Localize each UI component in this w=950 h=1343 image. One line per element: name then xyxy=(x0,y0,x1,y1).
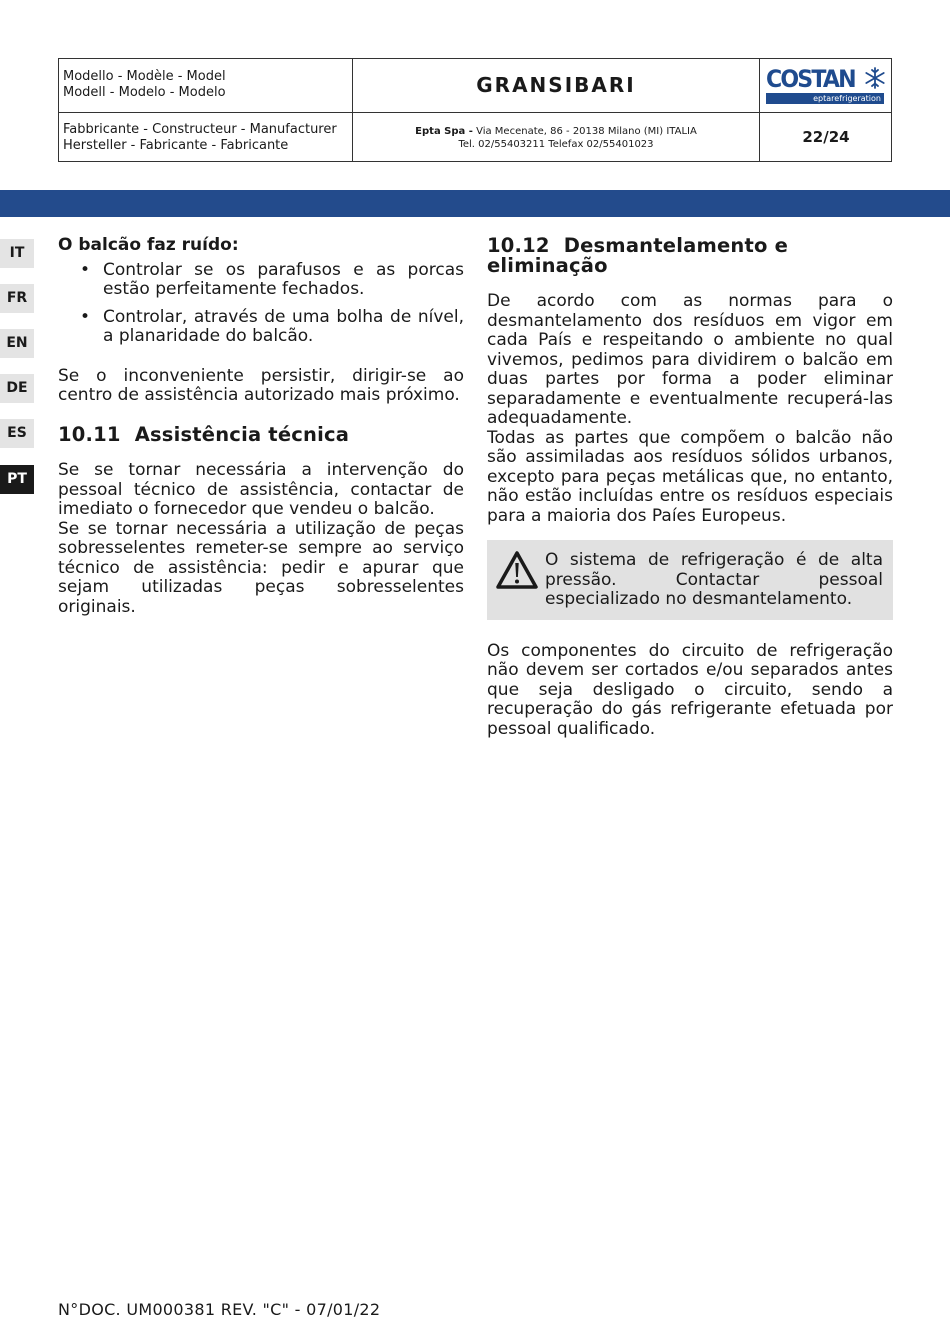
document-reference: N°DOC. UM000381 REV. "C" - 07/01/22 xyxy=(58,1300,381,1319)
section-title-10-11: 10.11 Assistência técnica xyxy=(58,422,350,446)
disposal-paragraph-2: Todas as partes que compõem o balcão não são assimiladas aos resíduos sólidos urbanos, excepto para peças metálicas que, no entanto, não estão incluídas entre os resíduos especiais para a maioria dos Paíes Europeus. xyxy=(487,427,893,526)
snowflake-icon xyxy=(864,67,886,89)
warning-text: O sistema de refrigeração é de alta pressão. Contactar pessoal especializado no desmantelamento. xyxy=(545,550,883,609)
lang-tab-pt[interactable]: PT xyxy=(0,465,34,494)
logo-tagline: eptarefrigeration xyxy=(766,93,884,104)
left-column xyxy=(58,236,464,617)
lang-tab-it[interactable]: IT xyxy=(0,239,34,268)
list-item: • Controlar, através de uma bolha de nível, a planaridade do balcão. xyxy=(103,308,464,347)
page-number: 22/24 xyxy=(802,128,850,146)
company-info xyxy=(353,125,759,151)
logo-wordmark: COSTAN xyxy=(766,65,855,93)
warning-icon xyxy=(495,550,539,590)
header-table xyxy=(58,58,892,162)
manufacturer-label: Fabbricante - Constructeur - Manufacturer Hersteller - Fabricante - Fabricante xyxy=(63,122,337,153)
model-name: GRANSIBARI xyxy=(476,73,636,97)
lang-tab-en[interactable]: EN xyxy=(0,329,34,358)
noise-checklist xyxy=(58,261,464,347)
noise-heading: O balcão faz ruído: xyxy=(58,235,239,255)
company-name: Epta Spa - xyxy=(415,126,473,137)
model-label: Modello - Modèle - Model Modell - Modelo - Modelo xyxy=(63,69,226,100)
header-band xyxy=(0,190,950,217)
disposal-paragraph-1: De acordo com as normas para o desmantelamento dos resíduos em vigor em cada País e respeitando o ambiente no qual vivemos, pedimos para dividirem o balcão em duas partes por forma a poder eliminar separadamente e eventualmente recuperá-las adequadamente. xyxy=(487,291,893,428)
lang-tab-es[interactable]: ES xyxy=(0,419,34,448)
company-address: Via Mecenate, 86 - 20138 Milano (MI) ITALIA xyxy=(472,126,697,137)
persist-paragraph: Se o inconveniente persistir, dirigir-se ao centro de assistência autorizado mais próximo. xyxy=(58,365,464,405)
section-title-10-12: 10.12 Desmantelamento e eliminação xyxy=(487,234,789,277)
assistance-paragraph-2: Se se tornar necessária a utilização de peças sobresselentes remeter-se sempre ao serviço técnico de assistência: pedir e apurar que sejam utilizadas peças sobresselentes originais. xyxy=(58,518,464,617)
brand-logo xyxy=(760,59,892,112)
warning-box xyxy=(487,540,893,620)
disposal-paragraph-3: Os componentes do circuito de refrigeração não devem ser cortados e/ou separados antes que seja desligado o circuito, sendo a recuperação do gás refrigerante efetuada por pessoal qualificado. xyxy=(487,640,893,739)
assistance-paragraph-1: Se se tornar necessária a intervenção do pessoal técnico de assistência, contactar de imediato o fornecedor que vendeu o balcão. xyxy=(58,460,464,519)
list-item: • Controlar se os parafusos e as porcas estão perfeitamente fechados. xyxy=(103,261,464,300)
company-phone: Tel. 02/55403211 Telefax 02/55401023 xyxy=(458,139,654,150)
lang-tab-de[interactable]: DE xyxy=(0,374,34,403)
lang-tab-fr[interactable]: FR xyxy=(0,284,34,313)
right-column xyxy=(487,236,893,739)
